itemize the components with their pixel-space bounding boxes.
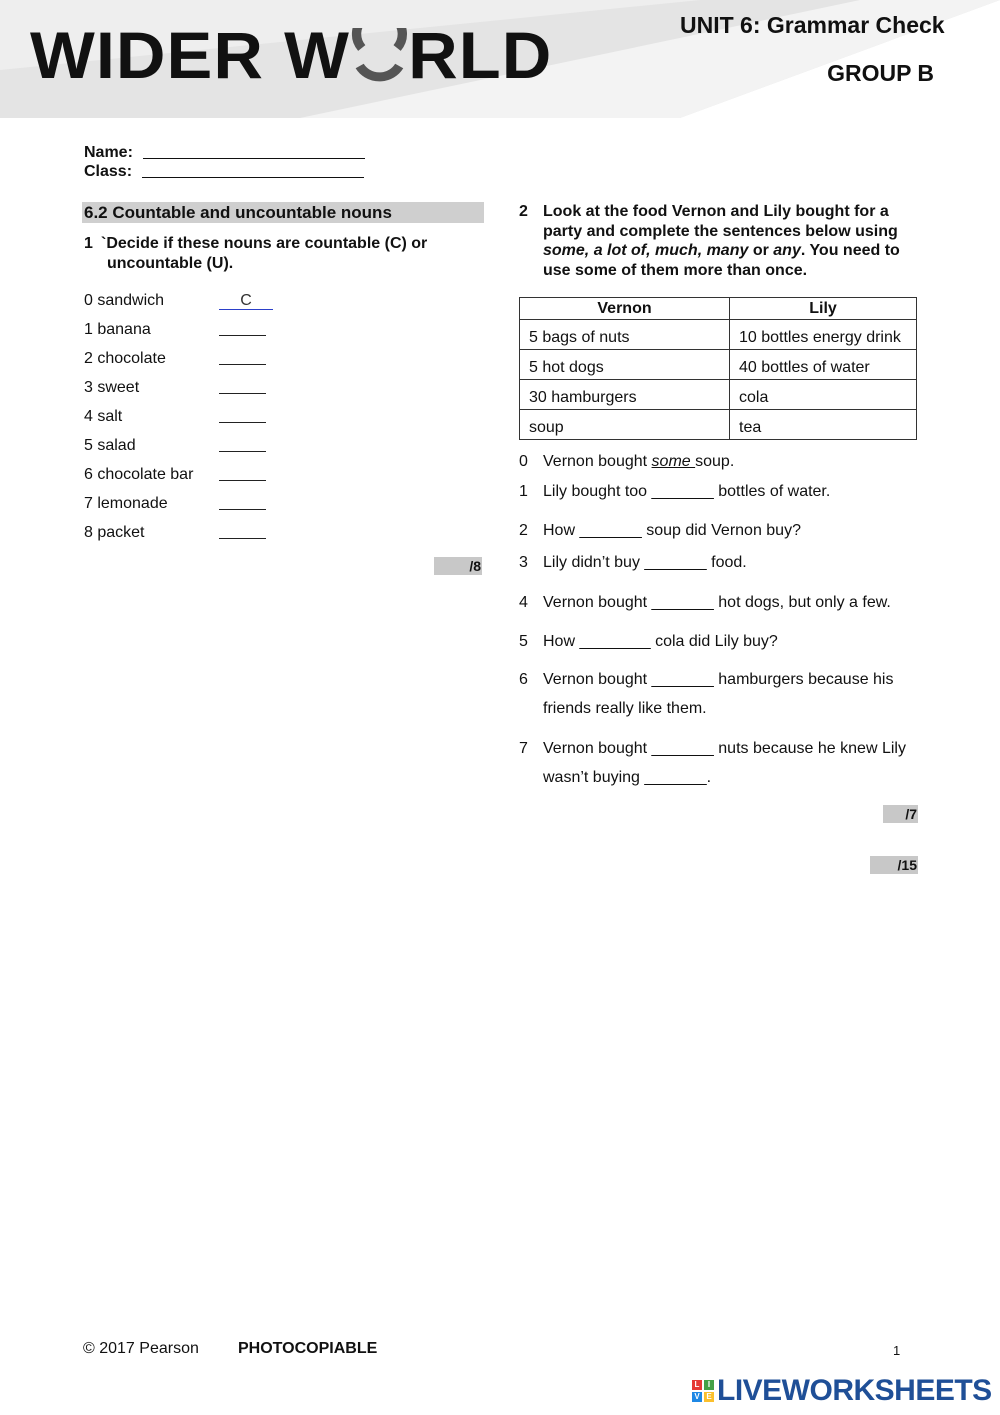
- table-cell: 5 hot dogs: [520, 350, 730, 380]
- wider-world-logo: WIDER W RLD: [30, 22, 552, 88]
- column-header-lily: Lily: [730, 298, 917, 320]
- sentence-item[interactable]: 3 Lily didn’t buy _______ food.: [519, 554, 747, 571]
- answer-blank[interactable]: [219, 509, 266, 510]
- table-cell: 10 bottles energy drink: [730, 320, 917, 350]
- answer-blank[interactable]: [219, 393, 266, 394]
- class-field[interactable]: [84, 163, 364, 181]
- sentence-item[interactable]: 1 Lily bought too _______ bottles of water.: [519, 483, 831, 500]
- unit-title: UNIT 6: Grammar Check: [680, 12, 945, 38]
- section-heading: 6.2 Countable and uncountable nouns: [82, 202, 484, 223]
- answer-blank[interactable]: [219, 422, 266, 423]
- food-table: [519, 297, 917, 440]
- table-cell: 40 bottles of water: [730, 350, 917, 380]
- copyright: © 2017 Pearson: [83, 1340, 199, 1357]
- table-row: [520, 320, 917, 350]
- table-cell: cola: [730, 380, 917, 410]
- table-cell: 5 bags of nuts: [520, 320, 730, 350]
- sentence-item[interactable]: 5 How ________ cola did Lily buy?: [519, 633, 778, 650]
- exercise-1-score: /8: [434, 557, 482, 575]
- exercise-2-score: /7: [883, 805, 918, 823]
- answer-blank[interactable]: [219, 335, 266, 336]
- table-cell: 30 hamburgers: [520, 380, 730, 410]
- page-number: 1: [893, 1343, 901, 1358]
- sentence-item[interactable]: 6 Vernon bought _______ hamburgers because his friends really like them.: [519, 671, 894, 717]
- liveworksheets-grid-icon: L I V E: [692, 1380, 714, 1402]
- photocopiable-label: PHOTOCOPIABLE: [238, 1340, 378, 1357]
- answer-blank[interactable]: [219, 480, 266, 481]
- liveworksheets-logo[interactable]: L I V E LIVEWORKSHEETS: [692, 1374, 992, 1408]
- table-cell: soup: [520, 410, 730, 440]
- sentence-item[interactable]: 4 Vernon bought _______ hot dogs, but only a few.: [519, 594, 891, 611]
- exercise-1-instruction: 1 `Decide if these nouns are countable (C) or uncountable (U).: [84, 235, 428, 272]
- name-label: Name:: [84, 144, 133, 161]
- class-label: Class:: [84, 163, 133, 180]
- answer-blank[interactable]: [219, 451, 266, 452]
- name-line[interactable]: [143, 144, 365, 159]
- sentence-item: 0 Vernon bought some soup.: [519, 453, 735, 470]
- table-row: [520, 350, 917, 380]
- name-field[interactable]: [84, 144, 365, 162]
- answer-blank[interactable]: [219, 538, 266, 539]
- total-score: /15: [870, 856, 918, 874]
- model-answer: some: [651, 453, 696, 470]
- table-header-row: [520, 298, 917, 320]
- exercise-2-instruction: 2 Look at the food Vernon and Lily bought for a party and complete the sentences below using some, a lot of, much, many or any. You need to use some of them more than once.: [519, 203, 900, 279]
- globe-ring-icon: [351, 28, 407, 84]
- group-label: GROUP B: [827, 60, 934, 86]
- column-header-vernon: Vernon: [520, 298, 730, 320]
- table-cell: tea: [730, 410, 917, 440]
- sentence-item[interactable]: 2 How _______ soup did Vernon buy?: [519, 522, 801, 539]
- class-line[interactable]: [142, 163, 364, 178]
- answer-field[interactable]: C: [219, 291, 273, 310]
- table-row: [520, 380, 917, 410]
- sentence-item[interactable]: 7 Vernon bought _______ nuts because he knew Lily wasn’t buying _______.: [519, 740, 906, 786]
- answer-blank[interactable]: [219, 364, 266, 365]
- table-row: [520, 410, 917, 440]
